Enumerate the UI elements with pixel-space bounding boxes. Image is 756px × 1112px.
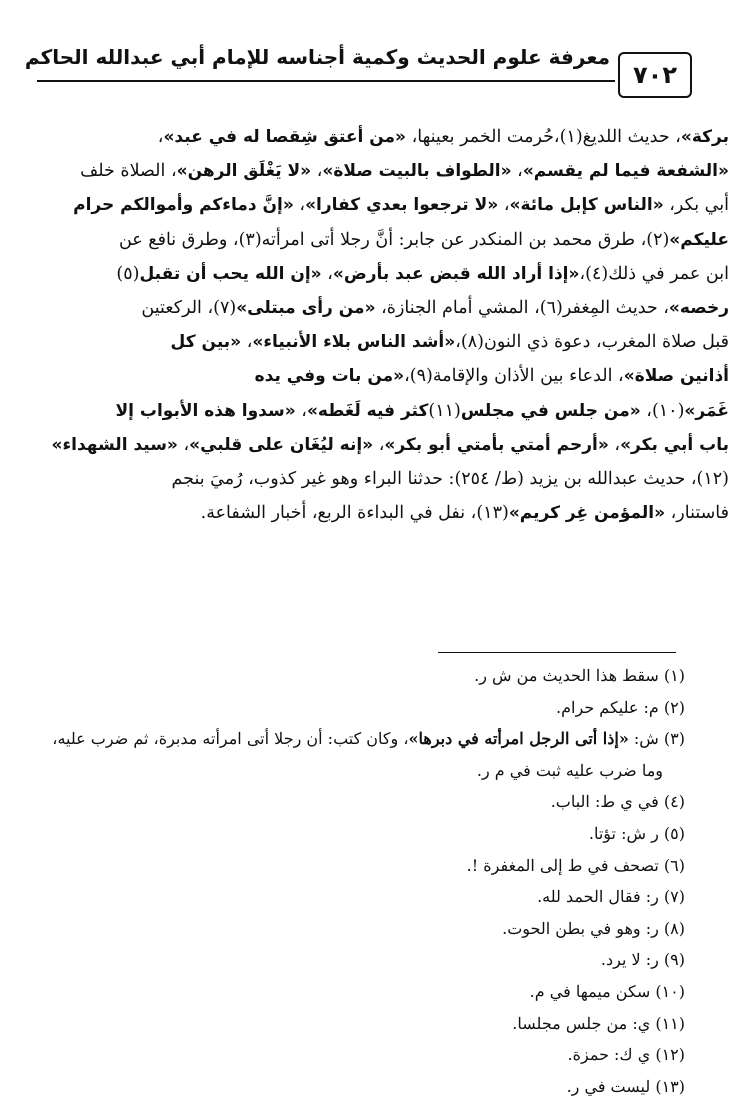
hadith-title: «إنه ليُغَان على قلبي» — [189, 434, 374, 455]
text-segment: ، — [608, 434, 621, 455]
footnote-3-continuation: وما ضرب عليه ثبت في م ر. — [476, 760, 663, 780]
text-segment: ، — [241, 332, 253, 353]
hadith-title: «الطواف بالبيت صلاة» — [322, 161, 512, 182]
text-segment: (٩) — [409, 366, 433, 387]
hadith-title: «إذا أراد الله قبض عبد بأرض» — [332, 263, 580, 284]
text-segment: ، — [311, 161, 323, 182]
text-segment: ، حديث عبدالله بن يزيد (ط/ ٢٥٤): حدثنا البراء وهو غير كذوب، رُميَ بنجم — [171, 469, 697, 490]
hadith-title: أذانين صلاة» — [623, 366, 729, 387]
hadith-title: باب أبي بكر» — [620, 434, 729, 455]
footnote-3 — [35, 723, 685, 755]
footnote-5: (٥) ر ش: تؤتا. — [588, 823, 685, 843]
hadith-title: «أرحم أمتي بأمتي أبو بكر» — [384, 434, 609, 455]
text-segment: ، — [293, 195, 306, 216]
text-line — [33, 462, 729, 496]
text-segment: ، — [157, 127, 164, 147]
hadith-title: «أشد الناس بلاء الأنبياء» — [252, 332, 456, 353]
hadith-title: «لا ترجعوا بعدي كفارا» — [305, 195, 499, 216]
text-segment: (٧) — [213, 298, 237, 319]
text-segment: قبل صلاة المغرب، دعوة ذي النون — [483, 332, 729, 353]
text-line — [33, 154, 729, 188]
text-segment: ، — [579, 263, 586, 284]
text-segment: فاستنار، — [665, 503, 729, 524]
footnote-1: (١) سقط هذا الحديث من ش ر. — [474, 666, 685, 685]
text-segment: (٦) — [539, 298, 563, 319]
header-rule — [37, 80, 615, 82]
text-line — [33, 394, 729, 428]
footnote-4: (٤) في ي ط: الباب. — [550, 792, 685, 812]
footnote-3-quote: «إذا أتى الرجل امرأته في دبرها» — [408, 729, 629, 749]
hadith-title: غَمَر» — [684, 400, 729, 421]
footnote-12: (١٢) ي ك: حمزة. — [567, 1045, 685, 1065]
footnote-separator — [438, 652, 676, 653]
hadith-title: «من رأى مبتلى» — [236, 298, 376, 319]
text-line — [33, 428, 729, 462]
text-segment: (١٠) — [651, 400, 685, 421]
text-segment: ، طرق محمد بن المنكدر عن جابر: أنَّ رجلا أتى امرأته — [261, 229, 647, 250]
hadith-title: «من أعتق شِقصا له في عبد» — [163, 127, 407, 147]
text-segment: ، الركعتين — [141, 298, 214, 319]
footnote-3-text: ، وكان كتب: أن رجلا أتى امرأته مدبرة، ثم ضرب عليه، — [52, 729, 409, 749]
text-segment: (١١) — [428, 400, 461, 421]
text-segment: ، نفل في البداءة الربع، أخبار الشفاعة. — [200, 503, 477, 524]
text-line — [33, 223, 729, 257]
hadith-title: «المؤمن غِر كريم» — [508, 503, 666, 524]
footnote-11: (١١) ي: من جلس مجلسا. — [512, 1013, 685, 1033]
text-line — [33, 120, 729, 154]
text-segment: ، وطرق نافع عن — [118, 229, 239, 250]
text-segment: ، المشي أمام الجنازة، — [375, 298, 540, 319]
text-segment: ، الصلاة خلف — [80, 161, 177, 182]
footnote-8: (٨) ر: وهو في بطن الحوت. — [502, 918, 685, 938]
footnote-3-label: (٣) ش: — [628, 729, 685, 749]
text-segment: ، — [373, 434, 385, 455]
text-segment: أبي بكر، — [663, 195, 729, 216]
text-line — [33, 496, 729, 530]
footnote-9: (٩) ر: لا يرد. — [600, 950, 685, 970]
hadith-title: رخصه» — [668, 298, 729, 319]
footnote-2: (٢) م: عليكم حرام. — [556, 697, 685, 717]
text-segment: ، — [177, 434, 190, 455]
text-line — [33, 257, 729, 291]
text-segment: ابن عمر في ذلك — [608, 263, 729, 284]
text-segment: ، — [640, 400, 652, 421]
text-segment: ، — [295, 400, 307, 421]
hadith-title: عليكم» — [669, 229, 729, 250]
text-segment: (٥) — [116, 263, 140, 284]
text-line — [33, 359, 729, 393]
hadith-title: «الناس كإبل مائة» — [509, 195, 664, 216]
text-line — [33, 291, 729, 325]
text-segment: ، حديث المِغفر — [562, 298, 669, 319]
text-segment: ، الدعاء بين الأذان والإقامة — [432, 366, 624, 387]
text-segment: ، — [511, 161, 523, 182]
text-line — [33, 325, 729, 359]
hadith-title: «بين كل — [170, 332, 242, 353]
hadith-title: «سيد الشهداء» — [51, 434, 178, 455]
text-segment: (٢) — [646, 229, 670, 250]
hadith-title: «سدوا هذه الأبواب إلا — [115, 400, 296, 421]
hadith-title: كثر فيه لَغَطه» — [306, 400, 429, 421]
footnote-7: (٧) ر: فقال الحمد لله. — [537, 887, 685, 907]
hadith-title: «إنَّ دماءكم وأموالكم حرام — [73, 195, 294, 216]
text-segment: (١٣) — [476, 503, 509, 524]
footnote-13: (١٣) ليست في ر. — [566, 1076, 685, 1096]
text-segment: ، — [498, 195, 510, 216]
text-segment: (٤) — [585, 263, 609, 284]
text-segment: (٣) — [238, 229, 262, 250]
hadith-title: «إن الله يحب أن تقبل — [139, 263, 322, 284]
running-header-title: معرفة علوم الحديث وكمية أجناسه للإمام أبي عبدالله الحاكم — [24, 45, 610, 69]
text-segment: ، حديث اللديغ — [582, 127, 681, 147]
text-segment: ، — [455, 332, 461, 353]
text-segment: ، — [404, 366, 410, 387]
hadith-title: «الشفعة فيما لم يقسم» — [522, 161, 729, 182]
text-segment: ،حُرمت الخمر بعينها، — [406, 127, 560, 147]
text-segment: (١٢) — [696, 469, 729, 490]
page-number: ٧٠٢ — [618, 52, 692, 98]
text-line — [33, 188, 729, 222]
text-segment: ، — [321, 263, 333, 284]
hadith-title: «لا يَغْلَق الرهن» — [176, 161, 312, 182]
main-text — [33, 120, 729, 530]
text-segment: (١) — [559, 127, 583, 147]
hadith-title: بركة» — [680, 127, 729, 147]
hadith-title: «من جلس في مجلس — [460, 400, 641, 421]
footnote-10: (١٠) سكن ميمها في م. — [529, 981, 685, 1001]
hadith-title: «من بات وفي يده — [254, 366, 405, 387]
text-segment: (٨) — [460, 332, 484, 353]
footnote-6: (٦) تصحف في ط إلى المغفرة !. — [466, 855, 685, 875]
footnotes — [35, 660, 685, 1102]
